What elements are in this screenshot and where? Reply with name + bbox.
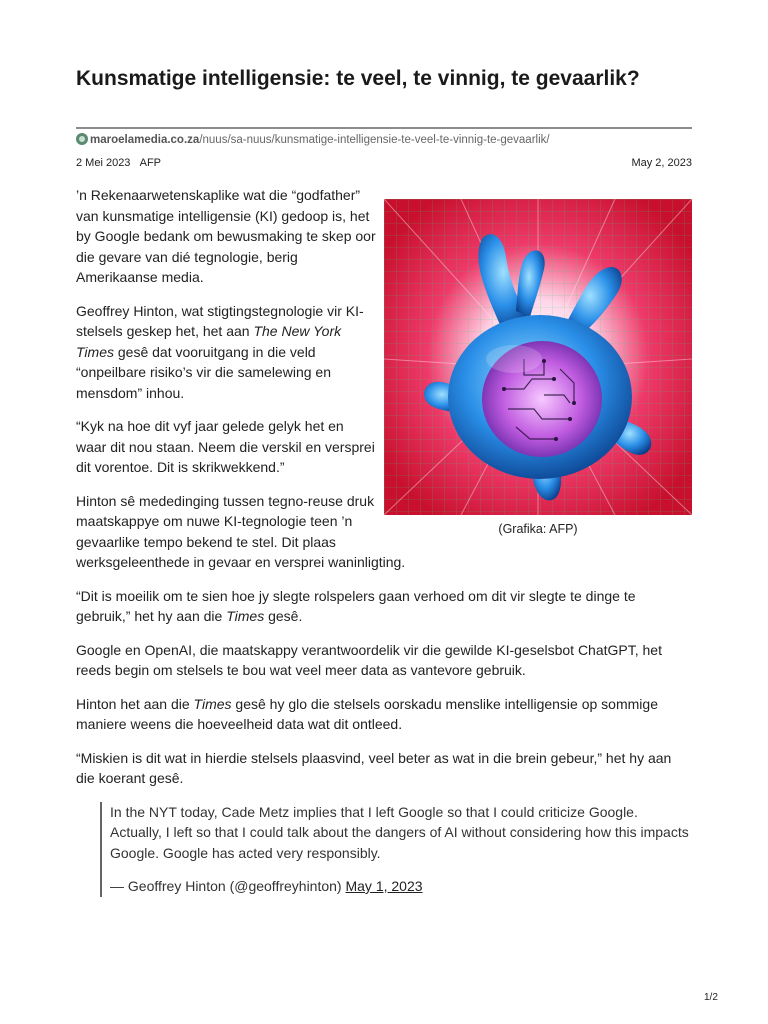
tweet-text: In the NYT today, Cade Metz implies that I left Google so that I could criticize Google. Actually, I left so that I could talk about the dangers of AI without considering how this impacts Google. Google has acted very responsibly. [110,803,689,861]
source-url[interactable] [76,133,550,147]
article-figure [384,199,692,537]
agency: AFP [139,157,162,169]
paragraph-7: Hinton het aan die Times gesê hy glo die stelsels oorskadu menslike intelligensie op sommige maniere weens die hoeveelheid data wat dit ontleed. [76,695,658,732]
embedded-tweet [100,802,692,897]
title-divider [76,127,692,129]
paragraph-6: Google en OpenAI, die maatskappy verantwoordelik vir die gewilde KI-geselsbot ChatGPT, het reeds begin om stelsels te bou wat veel meer data as vantevore gebruik. [76,641,662,678]
source-path[interactable]: /nuus/sa-nuus/kunsmatige-intelligensie-te-veel-te-vinnig-te-gevaarlik/ [199,134,550,146]
print-date: May 2, 2023 [631,157,692,169]
site-favicon-icon [76,133,88,145]
paragraph-5: “Dit is moeilik om te sien hoe jy slegte rolspelers gaan verhoed om dit vir slegte te dinge te gebruik,” het hy aan die Times gesê. [76,587,636,624]
article-body [76,185,692,910]
ai-baby-artwork [384,199,692,515]
article-meta [76,156,692,170]
tweet-attribution: — Geoffrey Hinton (@geoffreyhinton) May 1, 2023 [110,878,423,894]
source-domain[interactable]: maroelamedia.co.za [90,134,200,146]
publish-date: 2 Mei 2023 [76,157,131,169]
paragraph-1: ’n Rekenaarwetenskaplike wat die “godfather” van kunsmatige intelligensie (KI) gedoop is, het by Google bedank om bewusmaking te skep oor die gevare van dié tegnologie, berig Amerikaanse media. [76,187,376,285]
tweet-date-link[interactable]: May 1, 2023 [345,878,423,894]
paragraph-2: Geoffrey Hinton, wat stigtingstegnologie vir KI-stelsels geskep het, het aan The New York Times gesê dat vooruitgang in die veld “onpeilbare risiko’s vir die samelewing en mensdom” inhou. [76,302,364,401]
paragraph-4: Hinton sê mededinging tussen tegno-reuse druk maatskappye om nuwe KI-tegnologie teen ’n gevaarlike tempo bekend te stel. Dit plaas werksgeleenthede in gevaar en versprei waninligting. [76,492,406,570]
figure-caption: (Grafika: AFP) [498,522,578,536]
article-title: Kunsmatige intelligensie: te veel, te vinnig, te gevaarlik? [76,67,640,90]
page-number: 1/2 [704,992,718,1003]
paragraph-3: “Kyk na hoe dit vyf jaar gelede gelyk het en waar dit nou staan. Neem die verskil en versprei dit vorentoe. Dit is skrikwekkend.” [76,418,375,475]
nyt-title: The New York Times [76,323,342,360]
paragraph-8: “Miskien is dit wat in hierdie stelsels plaasvind, veel beter as wat in die brein gebeur,” het hy aan die koerant gesê. [76,749,672,786]
